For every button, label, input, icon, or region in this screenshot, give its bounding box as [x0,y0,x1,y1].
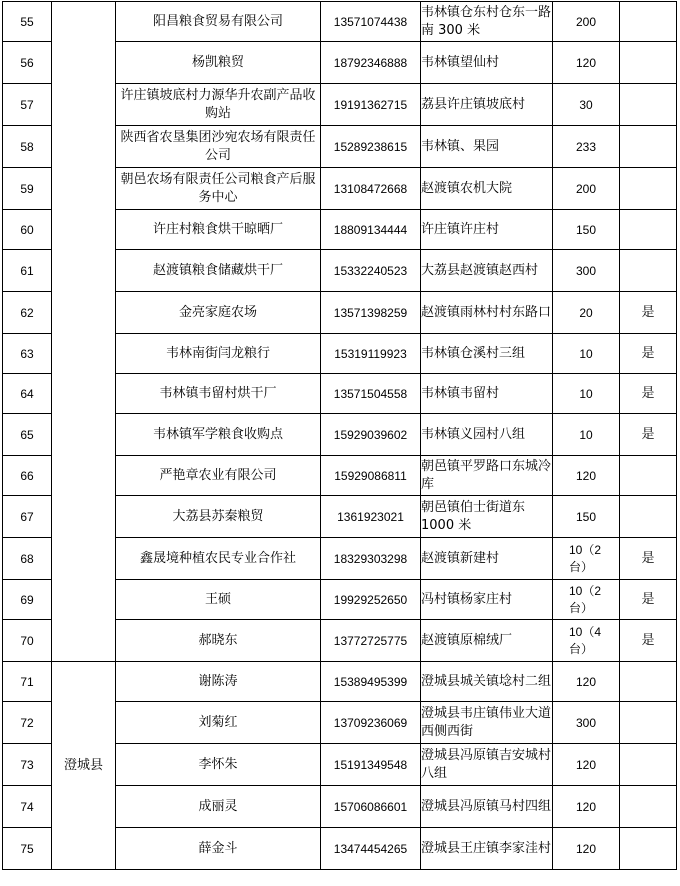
flag-cell [620,662,677,702]
row-number-cell: 71 [3,662,52,702]
capacity-cell: 10（2台） [553,580,620,620]
address-cell: 许庄镇许庄村 [421,210,553,250]
entity-name-cell: 陕西省农垦集团沙宛农场有限责任公司 [116,126,321,168]
phone-cell: 19191362715 [321,84,421,126]
address-cell: 澄城县韦庄镇伟业大道西侧西街 [421,702,553,744]
phone-cell: 18809134444 [321,210,421,250]
phone-cell: 13474454265 [321,828,421,870]
row-number-cell: 61 [3,250,52,292]
row-number-cell: 57 [3,84,52,126]
row-number-cell: 63 [3,334,52,374]
row-number-cell: 58 [3,126,52,168]
row-number-cell: 68 [3,538,52,580]
address-cell: 澄城县城关镇埝村二组 [421,662,553,702]
address-cell: 澄城县冯原镇吉安城村八组 [421,744,553,786]
capacity-cell: 300 [553,250,620,292]
county-cell [52,2,116,662]
flag-cell: 是 [620,414,677,456]
row-number-cell: 65 [3,414,52,456]
flag-cell: 是 [620,620,677,662]
flag-cell [620,168,677,210]
entity-name-cell: 谢陈涛 [116,662,321,702]
address-cell: 澄城县冯原镇马村四组 [421,786,553,828]
capacity-cell: 120 [553,42,620,84]
flag-cell: 是 [620,374,677,414]
entity-name-cell: 薛金斗 [116,828,321,870]
capacity-cell: 20 [553,292,620,334]
address-cell: 赵渡镇雨林村村东路口 [421,292,553,334]
row-number-cell: 66 [3,456,52,496]
flag-cell: 是 [620,292,677,334]
flag-cell: 是 [620,580,677,620]
address-cell: 冯村镇杨家庄村 [421,580,553,620]
capacity-cell: 120 [553,456,620,496]
table-row [3,662,677,702]
phone-cell: 15191349548 [321,744,421,786]
address-cell: 韦林镇义园村八组 [421,414,553,456]
capacity-cell: 233 [553,126,620,168]
phone-cell: 15929039602 [321,414,421,456]
flag-cell [620,210,677,250]
row-number-cell: 62 [3,292,52,334]
address-cell: 赵渡镇新建村 [421,538,553,580]
capacity-cell: 10（2台） [553,538,620,580]
table-row [3,2,677,42]
entity-name-cell: 郝晓东 [116,620,321,662]
entity-name-cell: 鑫晟境种植农民专业合作社 [116,538,321,580]
entity-name-cell: 大荔县苏秦粮贸 [116,496,321,538]
flag-cell [620,126,677,168]
phone-cell: 18792346888 [321,42,421,84]
phone-cell: 13709236069 [321,702,421,744]
phone-cell: 13108472668 [321,168,421,210]
row-number-cell: 59 [3,168,52,210]
row-number-cell: 64 [3,374,52,414]
phone-cell: 15706086601 [321,786,421,828]
capacity-cell: 150 [553,210,620,250]
entity-name-cell: 韦林镇军学粮食收购点 [116,414,321,456]
county-cell: 澄城县 [52,662,116,870]
capacity-cell: 200 [553,2,620,42]
phone-cell: 15289238615 [321,126,421,168]
flag-cell [620,496,677,538]
capacity-cell: 120 [553,744,620,786]
address-cell: 韦林镇仓东村仓东一路南 300 米 [421,2,553,42]
address-cell: 朝邑镇伯士街道东1000 米 [421,496,553,538]
phone-cell: 15389495399 [321,662,421,702]
phone-cell: 19929252650 [321,580,421,620]
row-number-cell: 56 [3,42,52,84]
phone-cell: 13772725775 [321,620,421,662]
row-number-cell: 75 [3,828,52,870]
flag-cell [620,702,677,744]
capacity-cell: 10 [553,414,620,456]
phone-cell: 15332240523 [321,250,421,292]
capacity-cell: 120 [553,786,620,828]
entity-name-cell: 金亮家庭农场 [116,292,321,334]
capacity-cell: 120 [553,662,620,702]
flag-cell [620,84,677,126]
entity-name-cell: 赵渡镇粮食储藏烘干厂 [116,250,321,292]
entity-name-cell: 杨凯粮贸 [116,42,321,84]
capacity-cell: 120 [553,828,620,870]
phone-cell: 15319119923 [321,334,421,374]
capacity-cell: 30 [553,84,620,126]
flag-cell [620,828,677,870]
address-cell: 赵渡镇农机大院 [421,168,553,210]
address-cell: 大荔县赵渡镇赵西村 [421,250,553,292]
capacity-cell: 10 [553,374,620,414]
phone-cell: 1361923021 [321,496,421,538]
entity-name-cell: 许庄镇坡底村力源华升农副产品收购站 [116,84,321,126]
row-number-cell: 67 [3,496,52,538]
address-cell: 朝邑镇平罗路口东城冷库 [421,456,553,496]
address-cell: 韦林镇、果园 [421,126,553,168]
row-number-cell: 60 [3,210,52,250]
entity-name-cell: 阳昌粮食贸易有限公司 [116,2,321,42]
entity-name-cell: 朝邑农场有限责任公司粮食产后服务中心 [116,168,321,210]
entity-name-cell: 韦林南街闫龙粮行 [116,334,321,374]
address-cell: 赵渡镇原棉绒厂 [421,620,553,662]
address-cell: 荔县许庄镇坡底村 [421,84,553,126]
entity-name-cell: 李怀朱 [116,744,321,786]
flag-cell [620,456,677,496]
flag-cell: 是 [620,538,677,580]
flag-cell [620,2,677,42]
entity-name-cell: 成丽灵 [116,786,321,828]
address-cell: 韦林镇望仙村 [421,42,553,84]
row-number-cell: 72 [3,702,52,744]
row-number-cell: 69 [3,580,52,620]
table-body [3,2,677,870]
phone-cell: 13571504558 [321,374,421,414]
row-number-cell: 70 [3,620,52,662]
phone-cell: 18329303298 [321,538,421,580]
address-cell: 澄城县王庄镇李家洼村 [421,828,553,870]
row-number-cell: 74 [3,786,52,828]
entity-name-cell: 许庄村粮食烘干晾晒厂 [116,210,321,250]
flag-cell [620,42,677,84]
phone-cell: 13571074438 [321,2,421,42]
address-cell: 韦林镇韦留村 [421,374,553,414]
capacity-cell: 10（4台） [553,620,620,662]
phone-cell: 15929086811 [321,456,421,496]
capacity-cell: 150 [553,496,620,538]
grain-storage-table [2,1,677,870]
entity-name-cell: 韦林镇韦留村烘干厂 [116,374,321,414]
entity-name-cell: 刘菊红 [116,702,321,744]
entity-name-cell: 严艳章农业有限公司 [116,456,321,496]
address-cell: 韦林镇仓溪村三组 [421,334,553,374]
row-number-cell: 73 [3,744,52,786]
flag-cell [620,744,677,786]
flag-cell: 是 [620,334,677,374]
entity-name-cell: 王硕 [116,580,321,620]
phone-cell: 13571398259 [321,292,421,334]
capacity-cell: 10 [553,334,620,374]
flag-cell [620,250,677,292]
capacity-cell: 300 [553,702,620,744]
capacity-cell: 200 [553,168,620,210]
row-number-cell: 55 [3,2,52,42]
flag-cell [620,786,677,828]
